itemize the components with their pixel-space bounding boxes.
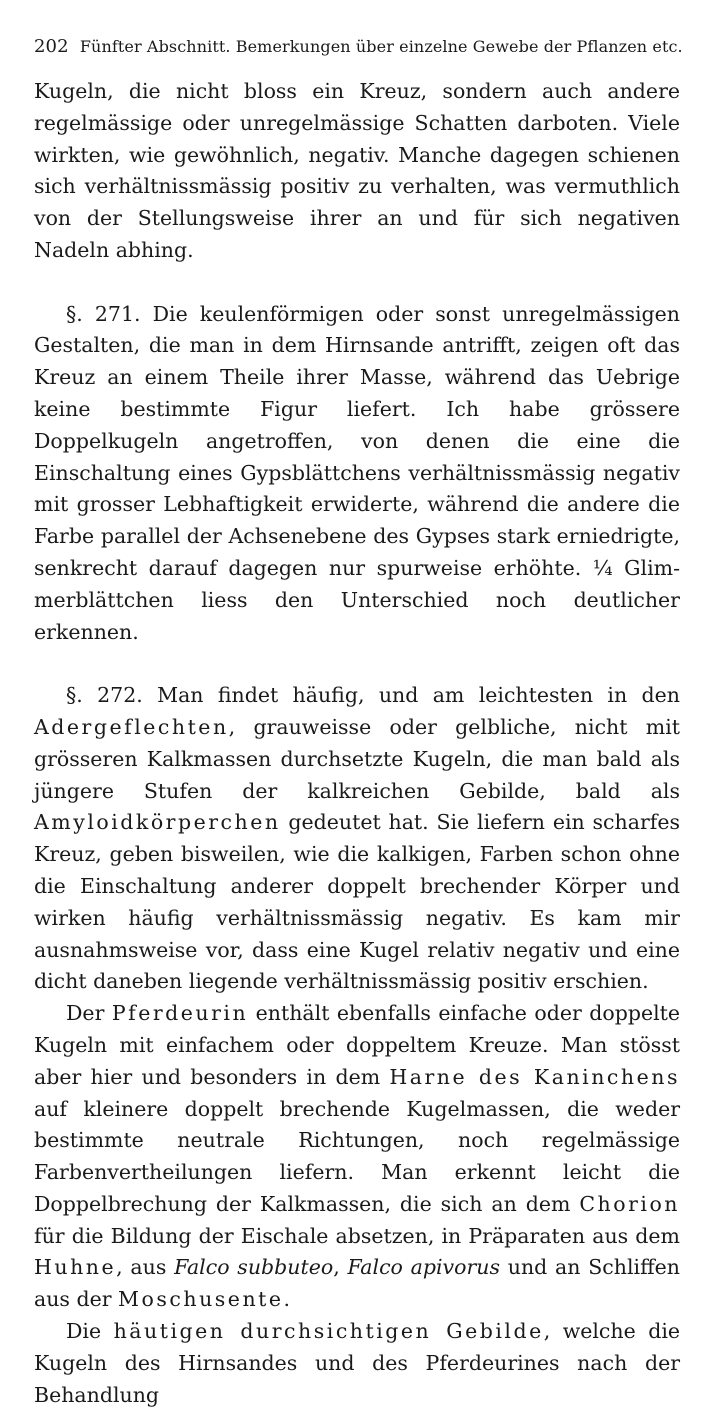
spaced-term: Adergeflechten: [34, 714, 229, 739]
text-run: auf kleinere doppelt brechende Kugelmassen, die weder bestimmte neutrale Richtungen, noch regelmässige Farbenvertheilungen liefern. Man erkennt leicht die Doppelbrechung der Kalkmassen, die sich an dem: [34, 1096, 680, 1216]
text-run: Die: [66, 1319, 114, 1344]
text-run: §. 272. Man findet häufig, und am leichtesten in den: [66, 683, 680, 708]
spaced-term: häutigen durchsichtigen Gebilde: [113, 1319, 544, 1344]
text-run: , welche die Kugeln des Hirnsandes und des Pferdeurines nach der Behandlung: [34, 1319, 681, 1407]
text-run: .: [283, 1287, 291, 1312]
paragraph-haeutige-gebilde: [34, 1316, 680, 1411]
species-name: Falco subbuteo: [174, 1255, 334, 1280]
paragraph-272: [34, 680, 680, 998]
text-run: ,: [333, 1255, 348, 1280]
text-run: Der: [66, 1001, 112, 1026]
text-run: Kugeln, die nicht bloss ein Kreuz, sondern auch andere regelmässige oder unregelmässige Schatten darboten. Viele wirkten, wie gewöhnlich, negativ. Manche dagegen schienen sich verhältnissmässig positiv zu verhalten, was vermuthlich von der Stellungsweise ihrer an und für sich negativen Nadeln abhing.: [34, 79, 680, 262]
paragraph-pferdeurin: [34, 998, 680, 1316]
text-run: , aus: [116, 1255, 175, 1280]
text-run: , grauweisse oder gelbliche, nicht mit grösseren Kalkmassen durchsetzte Kugeln, die man bald als jüngere Stufen der kalkreichen Gebilde, bald als: [34, 714, 680, 803]
spaced-term: Amyloidkörperchen: [34, 810, 281, 835]
spaced-term: Harne des Kaninchens: [389, 1064, 680, 1089]
spaced-term: Huhne: [34, 1255, 117, 1280]
species-name: Falco apivorus: [347, 1255, 501, 1280]
spaced-term: Chorion: [579, 1191, 680, 1216]
text-run: gedeutet hat. Sie liefern ein scharfes Kreuz, geben bisweilen, wie die kalkigen, Farben schon ohne die Einschaltung anderer doppelt brechender Körper und wirken häufig verhältnissmässig negativ. Es kam mir ausnahmsweise vor, dass eine Kugel relativ negativ und eine dicht daneben liegende verhältnissmässig positiv erschien.: [34, 810, 680, 994]
running-title: Fünfter Abschnitt. Bemerkungen über einzelne Gewebe der Pflanzen etc.: [79, 37, 683, 56]
text-run: enthält ebenfalls einfache oder doppelte Kugeln mit einfachem oder doppeltem Kreuze. Man stösst aber hier und besonders in dem: [34, 1001, 681, 1089]
spaced-term: Moschusente: [118, 1287, 284, 1312]
main-text: [34, 76, 680, 1411]
running-header: [34, 36, 684, 57]
text-run: §. 271. Die keulenförmigen oder sonst unregelmässigen Gestalten, die man in dem Hirnsande antrifft, zeigen oft das Kreuz an einem Theile ihrer Masse, während das Uebrige keine bestimmte Figur liefert. Ich habe grössere Doppelkugeln angetroffen, von denen die eine die Einschaltung eines Gypsblättchens verhältnissmässig negativ mit grosser Lebhaftigkeit erwiderte, während die andere die Farbe parallel der Achsenebene des Gypses stark erniedrigte, senkrecht darauf dagegen nur spurweise erhöhte. ¼ Glimmerblättchen liess den Unterschied noch deutlicher erkennen.: [34, 301, 680, 644]
text-run: und an Schliffen aus der: [34, 1255, 680, 1312]
paragraph-continuation: [34, 76, 680, 267]
spaced-term: Pferdeurin: [111, 1001, 249, 1026]
text-run: für die Bildung der Eischale absetzen, in Präparaten aus dem: [34, 1223, 680, 1248]
page-number: 202: [34, 36, 69, 57]
paragraph-271: [34, 299, 680, 649]
